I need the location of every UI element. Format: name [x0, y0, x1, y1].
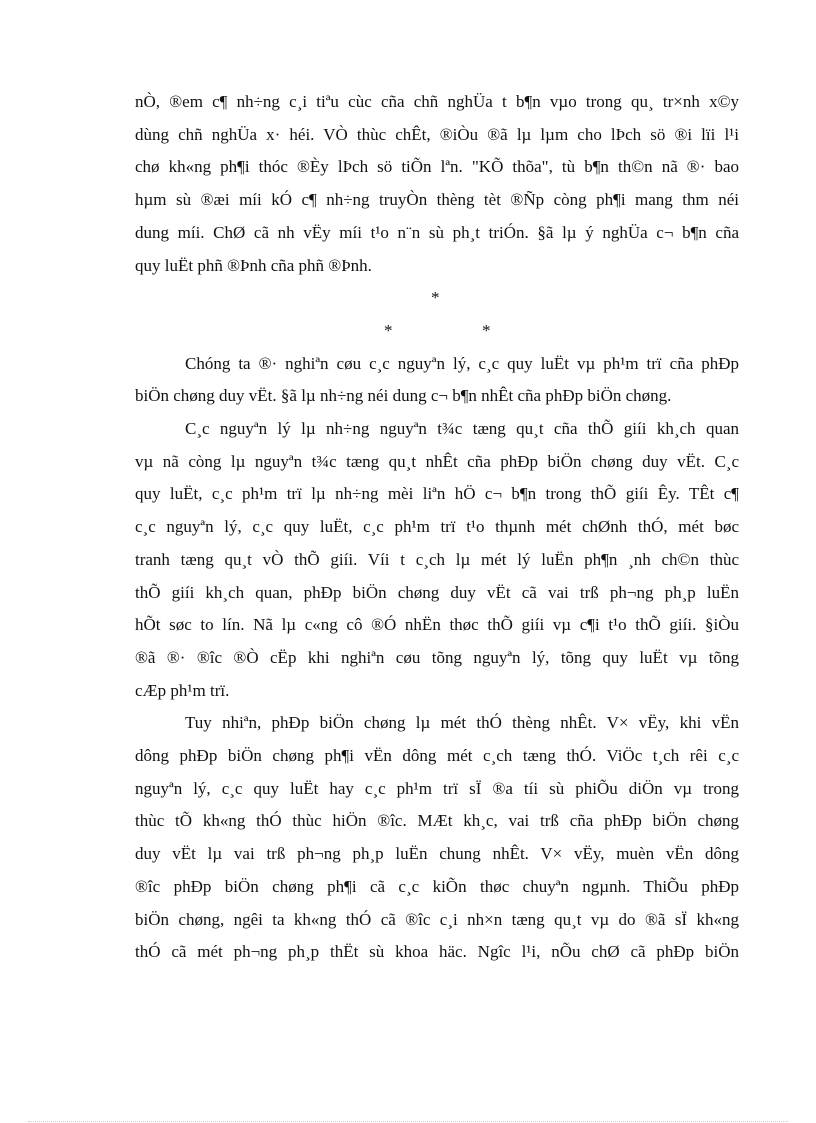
text-line: dung míi. ChØ cã nh vËy míi t¹o n¨n sù ph¸t triÓn. §ã lµ ý nghÜa c¬ b¶n cña	[135, 222, 739, 242]
text-line: quy luËt phñ ®Þnh cña phñ ®Þnh.	[135, 255, 372, 275]
text-line: thÕ giíi kh¸ch quan, phÐp biÖn chøng duy vËt cã vai trß ph¬ng ph¸p luËn	[135, 582, 739, 602]
text-line: hµm sù ®æi míi kÓ c¶ nh÷ng truyÒn thèng tèt ®Ñp còng ph¶i mang thm néi	[135, 190, 739, 210]
text-line: Chóng ta ®· nghiªn cøu c¸c nguyªn lý, c¸c quy luËt vµ ph¹m trï cña phÐp	[185, 353, 739, 373]
text-line: duy vËt lµ vai trß ph¬ng ph¸p luËn chung nhÊt. V× vËy, muèn vËn dông	[135, 844, 739, 864]
separator-star-row-bottom	[135, 315, 739, 348]
text-line: biÖn chøng, ngêi ta kh«ng thÓ cã ®îc c¸i nh×n tæng qu¸t vµ do ®ã sÏ kh«ng	[135, 909, 739, 929]
text-line: dông phÐp biÖn chøng ph¶i vËn dông mét c¸ch tæng thÓ. ViÖc t¸ch rêi c¸c	[135, 746, 739, 766]
text-line: thÓ cã mét ph¬ng ph¸p thËt sù khoa häc. Ngîc l¹i, nÕu chØ cã phÐp biÖn	[135, 942, 739, 962]
text-line: Tuy nhiªn, phÐp biÖn chøng lµ mét thÓ thèng nhÊt. V× vËy, khi vËn	[185, 713, 739, 733]
text-line: chø kh«ng ph¶i thóc ®Èy lÞch sö tiÕn lªn. "KÕ thõa", tù b¶n th©n nã ®· bao	[135, 157, 739, 177]
text-line: nÒ, ®em c¶ nh÷ng c¸i tiªu cùc cña chñ nghÜa t b¶n vµo trong qu¸ tr×nh x©y	[135, 92, 739, 111]
text-line: biÖn chøng duy vËt. §ã lµ nh÷ng néi dung c¬ b¶n nhÊt cña phÐp biÖn chøng.	[135, 386, 672, 406]
text-line: thùc tÕ kh«ng thÓ thùc hiÖn ®îc. MÆt kh¸c, vai trß cña phÐp biÖn chøng	[135, 811, 739, 831]
paragraph	[135, 707, 739, 969]
text-line: cÆp ph¹m trï.	[135, 680, 230, 700]
text-line: ®îc phÐp biÖn chøng ph¶i cã c¸c kiÕn thøc chuyªn ngµnh. ThiÕu phÐp	[135, 876, 739, 896]
text-line: ®ã ®· ®îc ®Ò cËp khi nghiªn cøu tõng nguyªn lý, tõng quy luËt vµ tõng	[135, 647, 739, 667]
page-bottom-divider	[28, 1121, 788, 1122]
document-body	[135, 86, 739, 969]
separator-star-row-top	[135, 282, 739, 315]
text-line: hÕt søc to lín. Nã lµ c«ng cô ®Ó nhËn thøc thÕ giíi vµ c¶i t¹o thÕ giíi. §iÒu	[135, 615, 739, 635]
text-line: tranh tæng qu¸t vÒ thÕ giíi. Víi t c¸ch lµ mét lý luËn ph¶n ¸nh ch©n thùc	[135, 549, 739, 569]
text-line: nguyªn lý, c¸c quy luËt hay c¸c ph¹m trï sÏ ®a tíi sù phiÕu diÖn vµ trong	[135, 778, 739, 798]
paragraph	[135, 348, 739, 413]
text-line: C¸c nguyªn lý lµ nh÷ng nguyªn t¾c tæng qu¸t cña thÕ giíi kh¸ch quan	[185, 419, 739, 438]
text-line: vµ nã còng lµ nguyªn t¾c tæng qu¸t nhÊt cña phÐp biÖn chøng duy vËt. C¸c	[135, 451, 739, 471]
text-line: c¸c nguyªn lý, c¸c quy luËt, c¸c ph¹m trï t¹o thµnh mét chØnh thÓ, mét bøc	[135, 517, 739, 537]
paragraph	[135, 413, 739, 707]
separator-star: *	[482, 320, 491, 340]
separator-star: *	[431, 288, 440, 308]
paragraph-continuation	[135, 86, 739, 282]
separator-star: *	[384, 320, 393, 340]
text-line: quy luËt, c¸c ph¹m trï lµ nh÷ng mèi liªn hÖ c¬ b¶n trong thÕ giíi Êy. TÊt c¶	[135, 484, 739, 504]
text-line: dùng chñ nghÜa x· héi. VÒ thùc chÊt, ®iÒu ®ã lµ lµm cho lÞch sö ®i lïi l¹i	[135, 124, 739, 144]
